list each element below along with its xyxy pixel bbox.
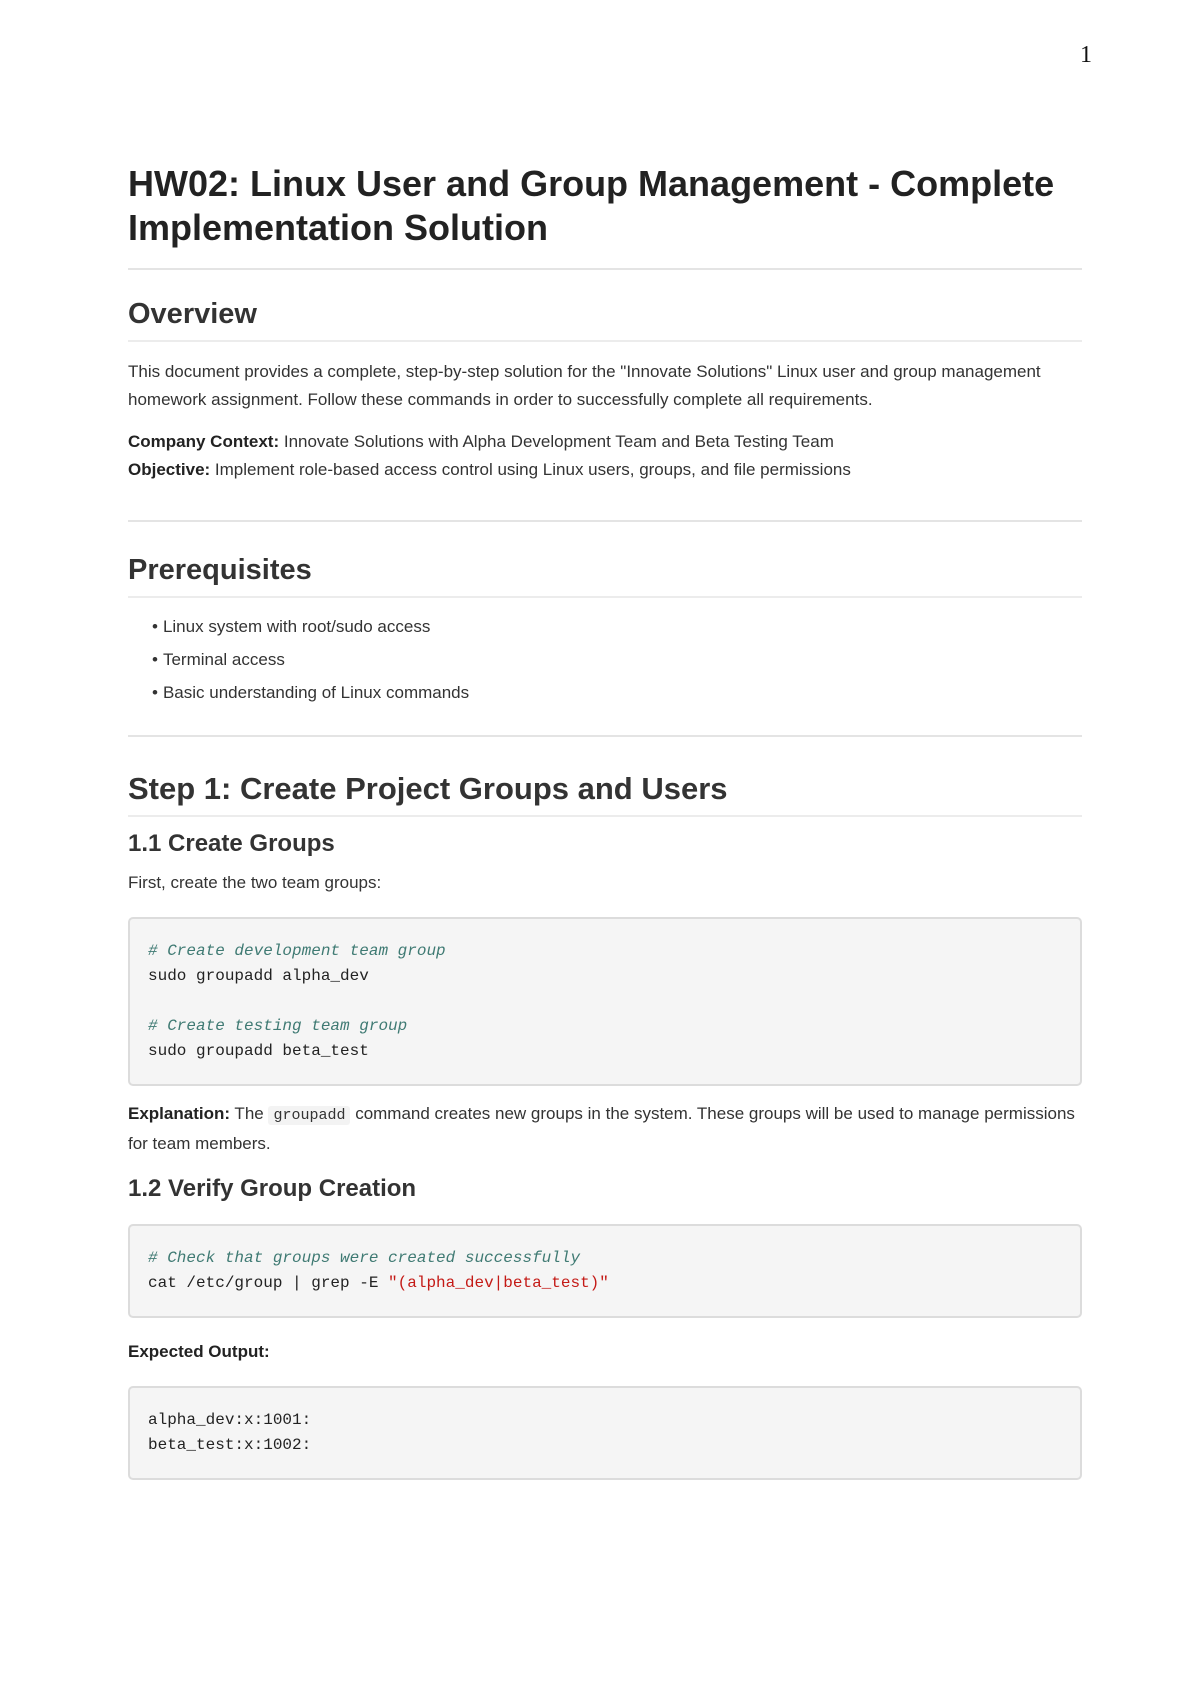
prerequisites-list [128,610,1082,709]
divider [128,520,1082,522]
list-item: • Basic understanding of Linux commands [152,676,1082,709]
prerequisites-heading: Prerequisites [128,552,1082,598]
output-line: beta_test:x:1002: [148,1436,312,1454]
objective-text: Implement role-based access control using Linux users, groups, and file permissions [210,460,851,479]
inline-code-groupadd: groupadd [268,1106,350,1125]
step1-heading: Step 1: Create Project Groups and Users [128,771,1082,817]
explanation-text: command creates new groups in the system. These groups will be used to manage permissions for team members. [128,1104,1075,1153]
section-1-2-heading: 1.2 Verify Group Creation [128,1175,417,1202]
company-context [128,428,1082,456]
code-line: sudo groupadd beta_test [148,1042,369,1060]
output-line: alpha_dev:x:1001: [148,1411,312,1429]
expected-output-label [128,1338,1082,1366]
company-context-label: Company Context: [128,432,280,451]
explanation-text: The [230,1104,269,1123]
objective [128,456,1082,484]
document-content [128,162,1082,1480]
overview-intro: This document provides a complete, step-by-step solution for the "Innovate Solutions" Linux user and group management homework assignment. Follow these commands in order to successfully complete all requirements. [128,362,1041,409]
code-line: cat /etc/group | grep -E [148,1274,389,1292]
document-title: HW02: Linux User and Group Management - Complete Implementation Solution [128,162,1082,270]
explanation [128,1100,1082,1158]
code-comment: # Create testing team group [148,1017,408,1035]
code-line: sudo groupadd alpha_dev [148,967,369,985]
explanation-label: Explanation: [128,1104,231,1123]
code-block-expected-output[interactable] [128,1386,1082,1480]
overview-heading: Overview [128,296,1082,342]
divider [128,735,1082,737]
company-context-text: Innovate Solutions with Alpha Development Team and Beta Testing Team [279,432,834,451]
code-block-verify-groups[interactable] [128,1224,1082,1318]
page-number: 1 [1080,42,1092,68]
code-comment: # Create development team group [148,942,446,960]
objective-label: Objective: [128,460,211,479]
list-item: • Terminal access [152,643,1082,676]
section-1-1-intro: First, create the two team groups: [128,873,382,892]
code-block-create-groups[interactable] [128,917,1082,1086]
section-1-1-heading: 1.1 Create Groups [128,830,335,857]
expected-output-label-text: Expected Output: [128,1342,270,1361]
list-item: • Linux system with root/sudo access [152,610,1082,643]
code-string: "(alpha_dev|beta_test)" [388,1274,609,1292]
code-comment: # Check that groups were created successfully [148,1249,581,1267]
